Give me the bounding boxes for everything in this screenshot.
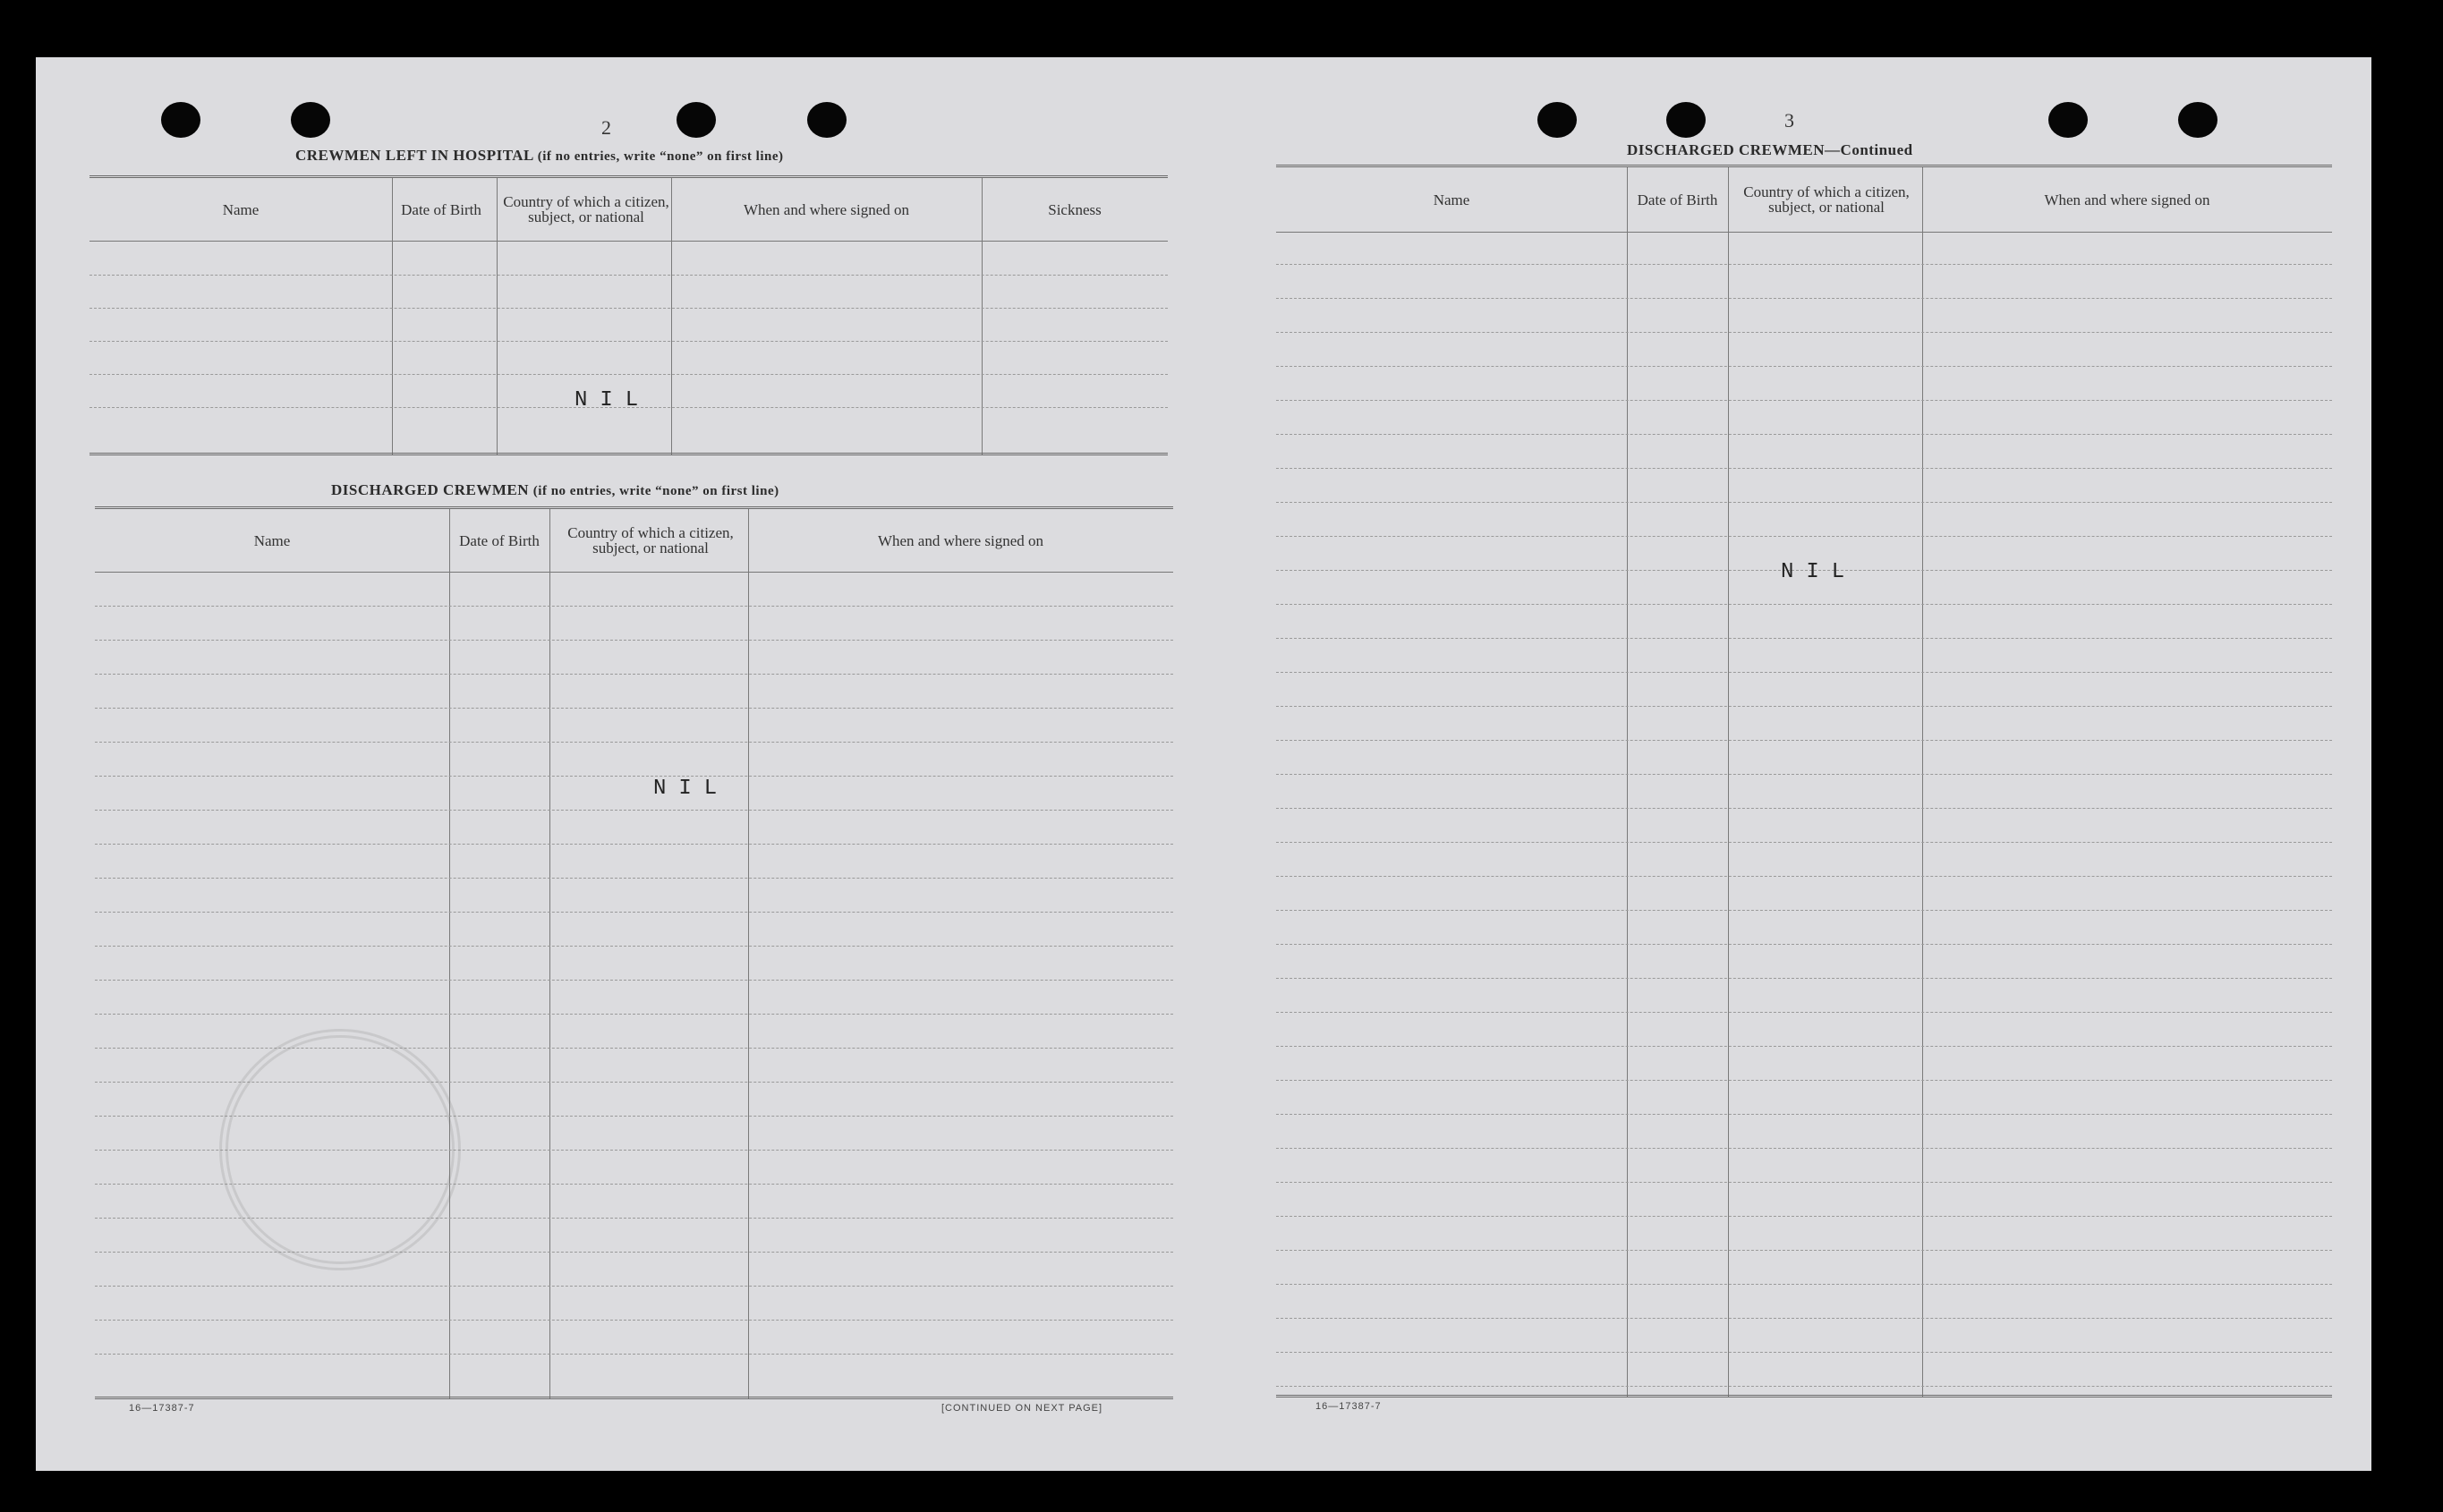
table-row (89, 275, 1168, 276)
continued-note: [CONTINUED ON NEXT PAGE] (941, 1403, 1103, 1414)
table-row (1276, 1352, 2332, 1353)
table-row (1276, 298, 2332, 299)
punch-hole (677, 102, 716, 138)
punch-hole (807, 102, 847, 138)
discharged-table (95, 506, 1173, 1399)
table-row (1276, 264, 2332, 265)
table-row (1276, 1386, 2332, 1387)
table-row (1276, 740, 2332, 741)
table-row (95, 1014, 1173, 1015)
header-signed-on: When and where signed on (877, 531, 1044, 549)
table-row (1276, 1250, 2332, 1251)
column-divider (1728, 167, 1729, 1397)
table-row (1276, 604, 2332, 605)
header-date-of-birth: Date of Birth (401, 200, 481, 218)
page-number-right: 3 (1784, 109, 1794, 132)
column-divider (748, 509, 749, 1399)
table-row (1276, 366, 2332, 367)
discharged-section-title (331, 481, 779, 499)
table-row (1276, 910, 2332, 911)
punch-hole (2178, 102, 2217, 138)
table-row (1276, 434, 2332, 435)
table-row (1276, 468, 2332, 469)
table-row (95, 1048, 1173, 1049)
table-row (1276, 1182, 2332, 1183)
column-divider (549, 509, 550, 1399)
punch-hole (1537, 102, 1577, 138)
table-row (1276, 1046, 2332, 1047)
table-row (1276, 1318, 2332, 1319)
table-row (1276, 672, 2332, 673)
table-row (95, 1354, 1173, 1355)
table-row (95, 1286, 1173, 1287)
table-row (1276, 944, 2332, 945)
table-row (1276, 638, 2332, 639)
table-row (95, 606, 1173, 607)
form-number-left: 16—17387-7 (129, 1403, 195, 1414)
column-divider (1627, 167, 1628, 1397)
table-row (89, 341, 1168, 342)
punch-hole (1666, 102, 1706, 138)
table-row (1276, 978, 2332, 979)
hospital-table (89, 175, 1168, 455)
header-sickness: Sickness (1048, 200, 1102, 218)
table-row (95, 776, 1173, 777)
hospital-title-text: CREWMEN LEFT IN HOSPITAL (295, 147, 533, 164)
table-row (1276, 1080, 2332, 1081)
hospital-title-note: (if no entries, write “none” on first line) (537, 149, 784, 164)
header-name: Name (1433, 191, 1470, 208)
discharged-continued-nil-entry: NIL (1781, 560, 1858, 584)
column-divider (1922, 167, 1923, 1397)
table-row (1276, 808, 2332, 809)
table-row (95, 640, 1173, 641)
header-country: Country of which a citizen, subject, or national (503, 193, 669, 225)
column-divider (449, 509, 450, 1399)
table-row (1276, 502, 2332, 503)
table-row (1276, 774, 2332, 775)
table-row (95, 912, 1173, 913)
table-row (95, 980, 1173, 981)
table-row (1276, 1148, 2332, 1149)
table-row (95, 708, 1173, 709)
table-bottom-rule (1276, 1395, 2332, 1397)
column-divider (497, 178, 498, 455)
punch-hole (291, 102, 330, 138)
hospital-section-title (295, 147, 784, 165)
header-date-of-birth: Date of Birth (1637, 191, 1718, 208)
table-row (95, 844, 1173, 845)
document-spread (36, 57, 2371, 1471)
table-row (1276, 706, 2332, 707)
form-number-right: 16—17387-7 (1315, 1401, 1382, 1412)
table-row (89, 308, 1168, 309)
table-row (89, 374, 1168, 375)
punch-hole (161, 102, 200, 138)
header-signed-on: When and where signed on (2044, 191, 2210, 208)
discharged-nil-entry: NIL (653, 777, 730, 801)
table-row (1276, 536, 2332, 537)
table-bottom-rule (95, 1397, 1173, 1399)
header-country: Country of which a citizen, subject, or national (567, 524, 734, 556)
table-row (1276, 400, 2332, 401)
table-row (95, 1252, 1173, 1253)
table-row (95, 674, 1173, 675)
table-row (1276, 876, 2332, 877)
page-number-left: 2 (601, 116, 611, 139)
header-name: Name (253, 531, 291, 549)
table-row (1276, 1284, 2332, 1285)
column-divider (392, 178, 393, 455)
discharged-title-text: DISCHARGED CREWMEN (331, 481, 530, 498)
hospital-nil-entry: NIL (575, 388, 651, 412)
header-date-of-birth: Date of Birth (459, 531, 540, 549)
table-row (1276, 1114, 2332, 1115)
table-row (1276, 1012, 2332, 1013)
header-name: Name (222, 200, 260, 218)
table-row (1276, 1216, 2332, 1217)
table-row (95, 742, 1173, 743)
discharged-continued-title: DISCHARGED CREWMEN—Continued (1627, 141, 1913, 158)
table-row (95, 878, 1173, 879)
discharged-continued-table (1276, 165, 2332, 1397)
punch-hole (2048, 102, 2088, 138)
table-row (95, 810, 1173, 811)
discharged-title-note: (if no entries, write “none” on first line) (532, 484, 779, 498)
header-country: Country of which a citizen, subject, or national (1743, 183, 1910, 216)
header-signed-on: When and where signed on (743, 200, 910, 218)
table-bottom-rule (89, 453, 1168, 455)
table-row (1276, 842, 2332, 843)
table-row (95, 1320, 1173, 1321)
table-row (1276, 332, 2332, 333)
table-row (95, 946, 1173, 947)
official-stamp (219, 1029, 461, 1270)
